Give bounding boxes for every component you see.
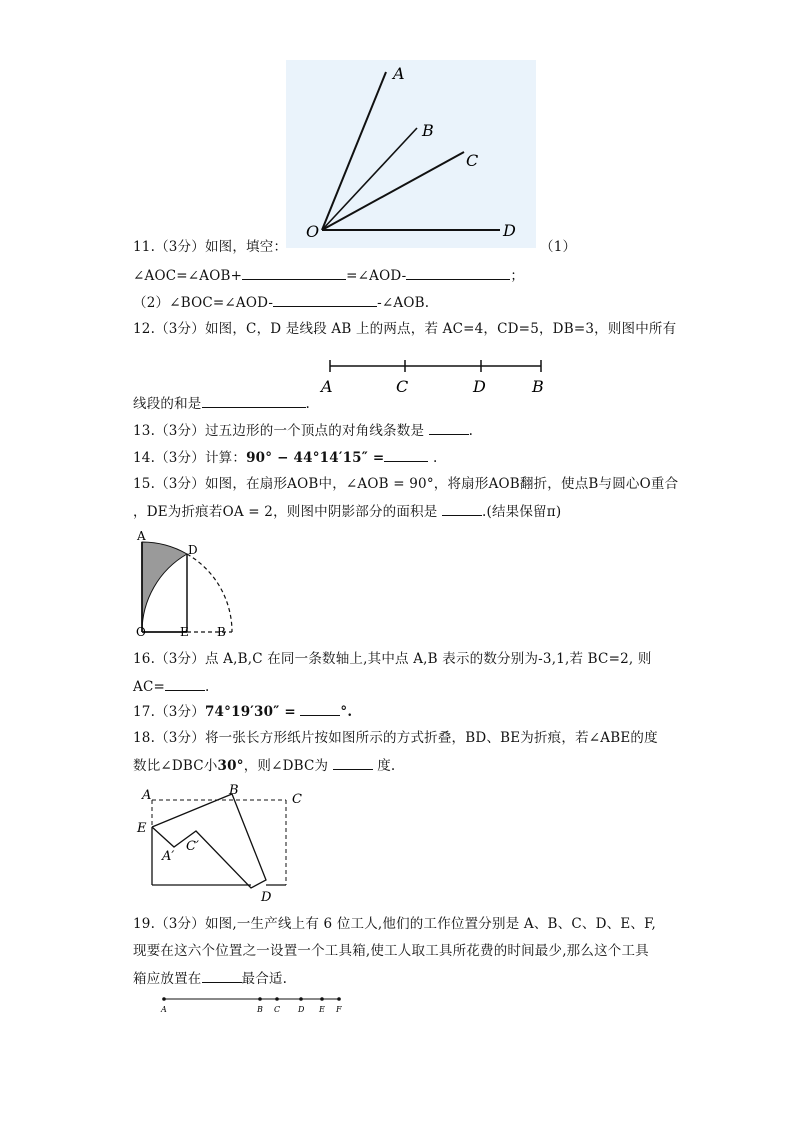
sector-diagram: [130, 528, 240, 640]
q17-unit: °.: [340, 704, 353, 720]
label-a: A: [393, 64, 405, 83]
q16-prompt: AC=: [133, 679, 165, 695]
q14-period: .: [432, 450, 438, 466]
q17-blank[interactable]: [300, 702, 340, 716]
sector-label-b: B: [217, 625, 226, 639]
q11-line3: [133, 293, 429, 312]
fold-diagram: [134, 784, 310, 906]
angles-figure: [286, 60, 536, 248]
label-b: B: [422, 121, 434, 140]
production-line-figure: [158, 992, 348, 1016]
line-label-c: C: [274, 1005, 281, 1014]
label-o: O: [306, 222, 320, 241]
q13-line: [133, 421, 473, 440]
q18-line1: 18.（3分）将一张长方形纸片按如图所示的方式折叠，BD、BE为折痕，若∠ABE的度: [133, 730, 658, 746]
q16-line1: 16.（3分）点 A,B,C 在同一条数轴上,其中点 A,B 表示的数分别为-3,1,若 BC=2, 则: [133, 651, 652, 667]
q11-text: 11.（3分）如图，填空：: [133, 239, 288, 255]
q12-blank[interactable]: [202, 394, 306, 408]
ray-ob: [322, 128, 417, 230]
q11-blank-2[interactable]: [406, 266, 510, 280]
q19-prompt: 箱应放置在: [133, 971, 202, 987]
q14-expression: 90° − 44°14′15″ =: [246, 450, 385, 466]
seg-label-a: A: [321, 377, 333, 396]
q11-line1-tail: [540, 238, 576, 256]
point-e: [320, 997, 324, 1001]
sector-label-o: O: [136, 625, 146, 639]
fold-label-a-prime: A′: [162, 849, 175, 864]
q13-period: .: [468, 423, 474, 439]
q13-blank[interactable]: [429, 421, 469, 435]
q11-blank-1[interactable]: [242, 266, 346, 280]
q11-line1: [133, 238, 287, 256]
q15-line1: 15.（3分）如图，在扇形AOB中，∠AOB = 90°，将扇形AOB翻折，使点B与圆心O重合: [133, 476, 679, 492]
line-label-b: B: [257, 1005, 263, 1014]
q16-line2: [133, 677, 210, 696]
fold-label-b: B: [229, 784, 239, 798]
q16-blank[interactable]: [165, 677, 205, 691]
q11-line2: [133, 266, 524, 285]
seg-label-d: D: [473, 377, 486, 396]
fold-label-e: E: [137, 821, 147, 836]
seg-label-c: C: [396, 377, 409, 396]
sector-figure: [130, 528, 240, 640]
q19-suffix: 最合适.: [241, 971, 288, 987]
arc-db-dashed: [187, 554, 232, 632]
q19-line2: 现要在这六个位置之一设置一个工具箱,使工人取工具所花费的时间最少,那么这个工具: [133, 943, 649, 959]
q15-blank[interactable]: [442, 502, 482, 516]
fold-label-c-prime: C′: [186, 839, 199, 854]
point-f: [337, 997, 341, 1001]
line-label-d: D: [298, 1005, 305, 1014]
q15-line2: [133, 502, 561, 521]
q11-eq-aoc: ∠AOC=∠AOB+: [133, 268, 243, 284]
q16-period: .: [205, 679, 210, 695]
q12-prompt: 线段的和是: [133, 396, 202, 412]
q15-prompt: ，DE为折痕若OA = 2，则图中阴影部分的面积是: [133, 504, 438, 520]
q13-prompt: 13.（3分）过五边形的一个顶点的对角线条数是: [133, 423, 425, 439]
q12-line1: 12.（3分）如图，C，D 是线段 AB 上的两点，若 AC=4，CD=5，DB=3，则图中所有: [133, 321, 677, 337]
q14-blank[interactable]: [384, 448, 428, 462]
q18-blank[interactable]: [333, 756, 373, 770]
folded-flap: [152, 794, 266, 888]
point-c: [275, 997, 279, 1001]
q17-line: [133, 702, 352, 721]
q11-eq-tail: -∠AOB.: [377, 295, 430, 311]
segment-figure: [314, 352, 554, 400]
production-line-diagram: [158, 992, 348, 1016]
q11-blank-3[interactable]: [273, 293, 377, 307]
q11-eq-aod: =∠AOD-: [346, 268, 407, 284]
ray-oc: [322, 152, 464, 230]
line-label-a: A: [161, 1005, 167, 1014]
q18-angle-diff: 30°: [217, 758, 244, 774]
q18-suffix: 度.: [377, 758, 396, 774]
q19-line1: 19.（3分）如图,一生产线上有 6 位工人,他们的工作位置分别是 A、B、C、D、E、F,: [133, 916, 657, 932]
q18-prompt-a: 数比∠DBC小: [133, 758, 218, 774]
q18-prompt-b: ，则∠DBC为: [243, 758, 329, 774]
sector-label-d: D: [188, 543, 198, 557]
q11-semicolon: ；: [510, 268, 525, 284]
q18-line2: [133, 756, 395, 775]
angles-diagram: [286, 60, 536, 248]
sector-label-e: E: [180, 625, 189, 639]
line-label-e: E: [319, 1005, 325, 1014]
point-d: [299, 997, 303, 1001]
point-b: [258, 997, 262, 1001]
q11-eq-boc: （2）∠BOC=∠AOD-: [133, 295, 274, 311]
q12-period: .: [305, 396, 310, 412]
seg-label-b: B: [532, 377, 544, 396]
q12-line2: [133, 394, 310, 413]
q19-blank[interactable]: [202, 969, 242, 983]
fold-label-c: C: [292, 792, 302, 807]
sector-label-a: A: [137, 529, 146, 543]
point-a: [162, 997, 166, 1001]
q11-part1-label: （1）: [540, 239, 577, 255]
q19-line3: [133, 969, 287, 988]
line-label-f: F: [336, 1005, 342, 1014]
fold-figure: [134, 784, 310, 906]
q15-suffix: .(结果保留π): [481, 504, 562, 520]
q14-prompt: 14.（3分）计算：: [133, 450, 247, 466]
fold-label-d: D: [261, 890, 272, 905]
segment-diagram: [314, 352, 554, 400]
ray-oa: [322, 72, 386, 230]
q17-expression: 74°19′30″ =: [204, 704, 296, 720]
label-c: C: [466, 151, 479, 170]
q17-prompt: 17.（3分）: [133, 704, 205, 720]
label-d: D: [503, 221, 516, 240]
fold-label-a: A: [142, 788, 152, 803]
q14-line: [133, 448, 437, 467]
shaded-region: [142, 542, 187, 632]
